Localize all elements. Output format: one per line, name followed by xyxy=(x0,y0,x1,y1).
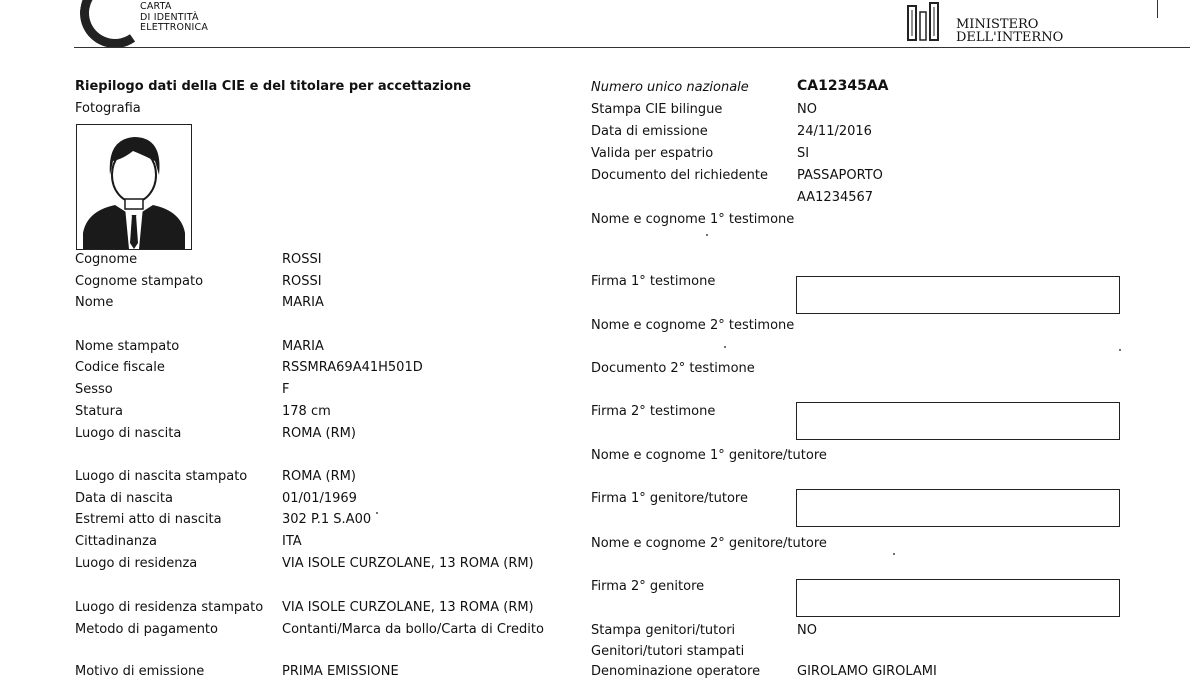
document-number: AA1234567 xyxy=(797,190,874,205)
row-value: 24/11/2016 xyxy=(797,124,872,139)
row-label: Cittadinanza xyxy=(75,534,157,549)
holder-photo xyxy=(76,124,192,250)
row-label: Valida per espatrio xyxy=(591,146,714,161)
row-value: NO xyxy=(797,102,817,117)
row-value: ROSSI xyxy=(282,274,322,289)
row-value: ROMA (RM) xyxy=(282,426,356,441)
scan-speck xyxy=(706,234,708,236)
row-label: Motivo di emissione xyxy=(75,664,205,679)
scan-speck xyxy=(893,553,895,555)
witness-2-name-label: Nome e cognome 2° testimone xyxy=(591,318,795,333)
row-value: VIA ISOLE CURZOLANE, 13 ROMA (RM) xyxy=(282,600,534,615)
header-vertical-rule xyxy=(1157,0,1158,18)
row-value: MARIA xyxy=(282,339,324,354)
row-label: Cognome stampato xyxy=(75,274,204,289)
row-value: F xyxy=(282,382,290,397)
row-value: PASSAPORTO xyxy=(797,168,883,183)
row-label: Sesso xyxy=(75,382,113,397)
ministry-line-1: MINISTERO xyxy=(956,17,1039,32)
row-label: Stampa CIE bilingue xyxy=(591,102,723,117)
parent-1-signature-box[interactable] xyxy=(796,489,1120,527)
row-value: Contanti/Marca da bollo/Carta di Credito xyxy=(282,622,544,637)
row-value: ROSSI xyxy=(282,252,322,267)
parents-print-label: Stampa genitori/tutori xyxy=(591,623,736,638)
row-label: Nome xyxy=(75,295,114,310)
person-silhouette-icon xyxy=(77,125,191,249)
operator-label: Denominazione operatore xyxy=(591,664,761,679)
cie-logo-line-2: DI IDENTITÀ xyxy=(140,11,199,23)
photo-label: Fotografia xyxy=(75,101,141,116)
witness-2-signature-box[interactable] xyxy=(796,402,1120,440)
row-value: 302 P.1 S.A00 xyxy=(282,512,372,527)
parent-2-name-label: Nome e cognome 2° genitore/tutore xyxy=(591,536,827,551)
row-value: 01/01/1969 xyxy=(282,491,357,506)
row-value: SI xyxy=(797,146,810,161)
row-label: Nome stampato xyxy=(75,339,180,354)
witness-2-document-label: Documento 2° testimone xyxy=(591,361,755,376)
row-value: 178 cm xyxy=(282,404,331,419)
parent-2-signature-box[interactable] xyxy=(796,579,1120,617)
row-label: Codice fiscale xyxy=(75,360,165,375)
ministry-emblem-icon xyxy=(906,2,948,42)
row-label: Luogo di residenza xyxy=(75,556,198,571)
witness-1-signature-label: Firma 1° testimone xyxy=(591,274,716,289)
numero-unico-value: CA12345AA xyxy=(797,78,889,94)
row-value: VIA ISOLE CURZOLANE, 13 ROMA (RM) xyxy=(282,556,534,571)
scan-speck xyxy=(1119,349,1121,351)
row-label: Estremi atto di nascita xyxy=(75,512,222,527)
row-label: Metodo di pagamento xyxy=(75,622,218,637)
cie-logo-line-3: ELETTRONICA xyxy=(140,22,209,33)
numero-unico-label: Numero unico nazionale xyxy=(591,80,749,95)
summary-title: Riepilogo dati della CIE e del titolare per accettazione xyxy=(75,79,472,94)
row-value: ROMA (RM) xyxy=(282,469,356,484)
row-label: Luogo di residenza stampato xyxy=(75,600,264,615)
cie-logo-line-1: CARTA xyxy=(140,1,172,12)
row-value: MARIA xyxy=(282,295,324,310)
scan-speck xyxy=(724,346,726,348)
header-divider xyxy=(74,47,1190,48)
cie-logo-text xyxy=(140,2,208,34)
row-label: Luogo di nascita xyxy=(75,426,182,441)
ministry-line-2: DELL'INTERNO xyxy=(956,30,1064,45)
witness-1-signature-box[interactable] xyxy=(796,276,1120,314)
row-label: Data di emissione xyxy=(591,124,708,139)
parent-2-signature-label: Firma 2° genitore xyxy=(591,579,705,594)
scan-speck xyxy=(376,512,378,514)
row-label: Cognome xyxy=(75,252,138,267)
row-label: Luogo di nascita stampato xyxy=(75,469,248,484)
row-value: ITA xyxy=(282,534,302,549)
row-label: Data di nascita xyxy=(75,491,173,506)
operator-value: GIROLAMO GIROLAMI xyxy=(797,664,937,679)
row-value: RSSMRA69A41H501D xyxy=(282,360,423,375)
row-label: Statura xyxy=(75,404,123,419)
ministry-name xyxy=(956,18,1063,44)
witness-1-name-label: Nome e cognome 1° testimone xyxy=(591,212,795,227)
row-label: Documento del richiedente xyxy=(591,168,768,183)
parent-1-name-label: Nome e cognome 1° genitore/tutore xyxy=(591,448,827,463)
witness-2-signature-label: Firma 2° testimone xyxy=(591,404,716,419)
parents-printed-label: Genitori/tutori stampati xyxy=(591,644,745,659)
parents-print-value: NO xyxy=(797,623,817,638)
row-value: PRIMA EMISSIONE xyxy=(282,664,399,679)
parent-1-signature-label: Firma 1° genitore/tutore xyxy=(591,491,748,506)
